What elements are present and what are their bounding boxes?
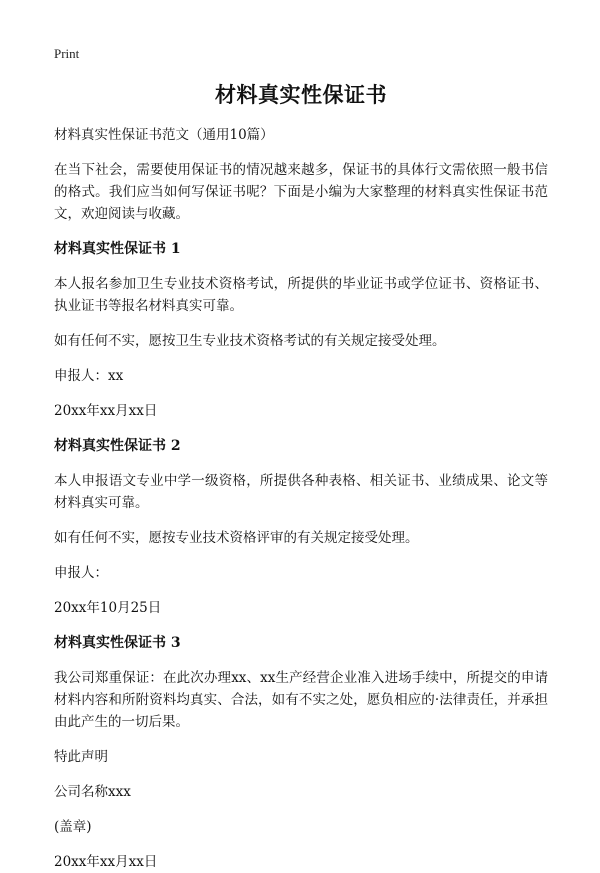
applicant-line: 申报人： <box>54 565 108 581</box>
date-line: 20xx年10月25日 <box>54 600 162 616</box>
section-heading: 材料真实性保证书 1 <box>54 241 181 257</box>
intro-paragraph: 在当下社会，需要使用保证书的情况越来越多，保证书的具体行文需依照一般书信的格式。我们应当如何写保证书呢？下面是小编为大家整理的材料真实性保证书范文，欢迎阅读与收藏。 <box>54 162 548 222</box>
print-link[interactable]: Print <box>54 46 80 61</box>
company-name-line: 公司名称xxx <box>54 784 131 800</box>
section-paragraph: 如有任何不实，愿按卫生专业技术资格考试的有关规定接受处理。 <box>54 333 446 349</box>
section-paragraph: 如有任何不实，愿按专业技术资格评审的有关规定接受处理。 <box>54 530 419 546</box>
section-paragraph: 本人报名参加卫生专业技术资格考试，所提供的毕业证书或学位证书、资格证书、执业证书等报名材料真实可靠。 <box>54 276 548 314</box>
seal-line: (盖章) <box>54 819 92 835</box>
section-paragraph: 我公司郑重保证：在此次办理xx、xx生产经营企业准入进场手续中，所提交的申请材料内容和所附资料均真实、合法，如有不实之处，愿负相应的·法律责任，并承担由此产生的一切后果。 <box>54 670 548 730</box>
section-paragraph: 本人申报语文专业中学一级资格，所提供各种表格、相关证书、业绩成果、论文等材料真实可靠。 <box>54 473 548 511</box>
section-heading: 材料真实性保证书 3 <box>54 635 181 651</box>
section-heading: 材料真实性保证书 2 <box>54 438 181 454</box>
applicant-line: 申报人：xx <box>54 368 124 384</box>
declaration-line: 特此声明 <box>54 749 108 765</box>
date-line: 20xx年xx月xx日 <box>54 403 158 419</box>
date-line: 20xx年xx月xx日 <box>54 854 158 870</box>
document-subtitle: 材料真实性保证书范文（通用10篇） <box>54 127 274 143</box>
page-title: 材料真实性保证书 <box>215 82 387 107</box>
